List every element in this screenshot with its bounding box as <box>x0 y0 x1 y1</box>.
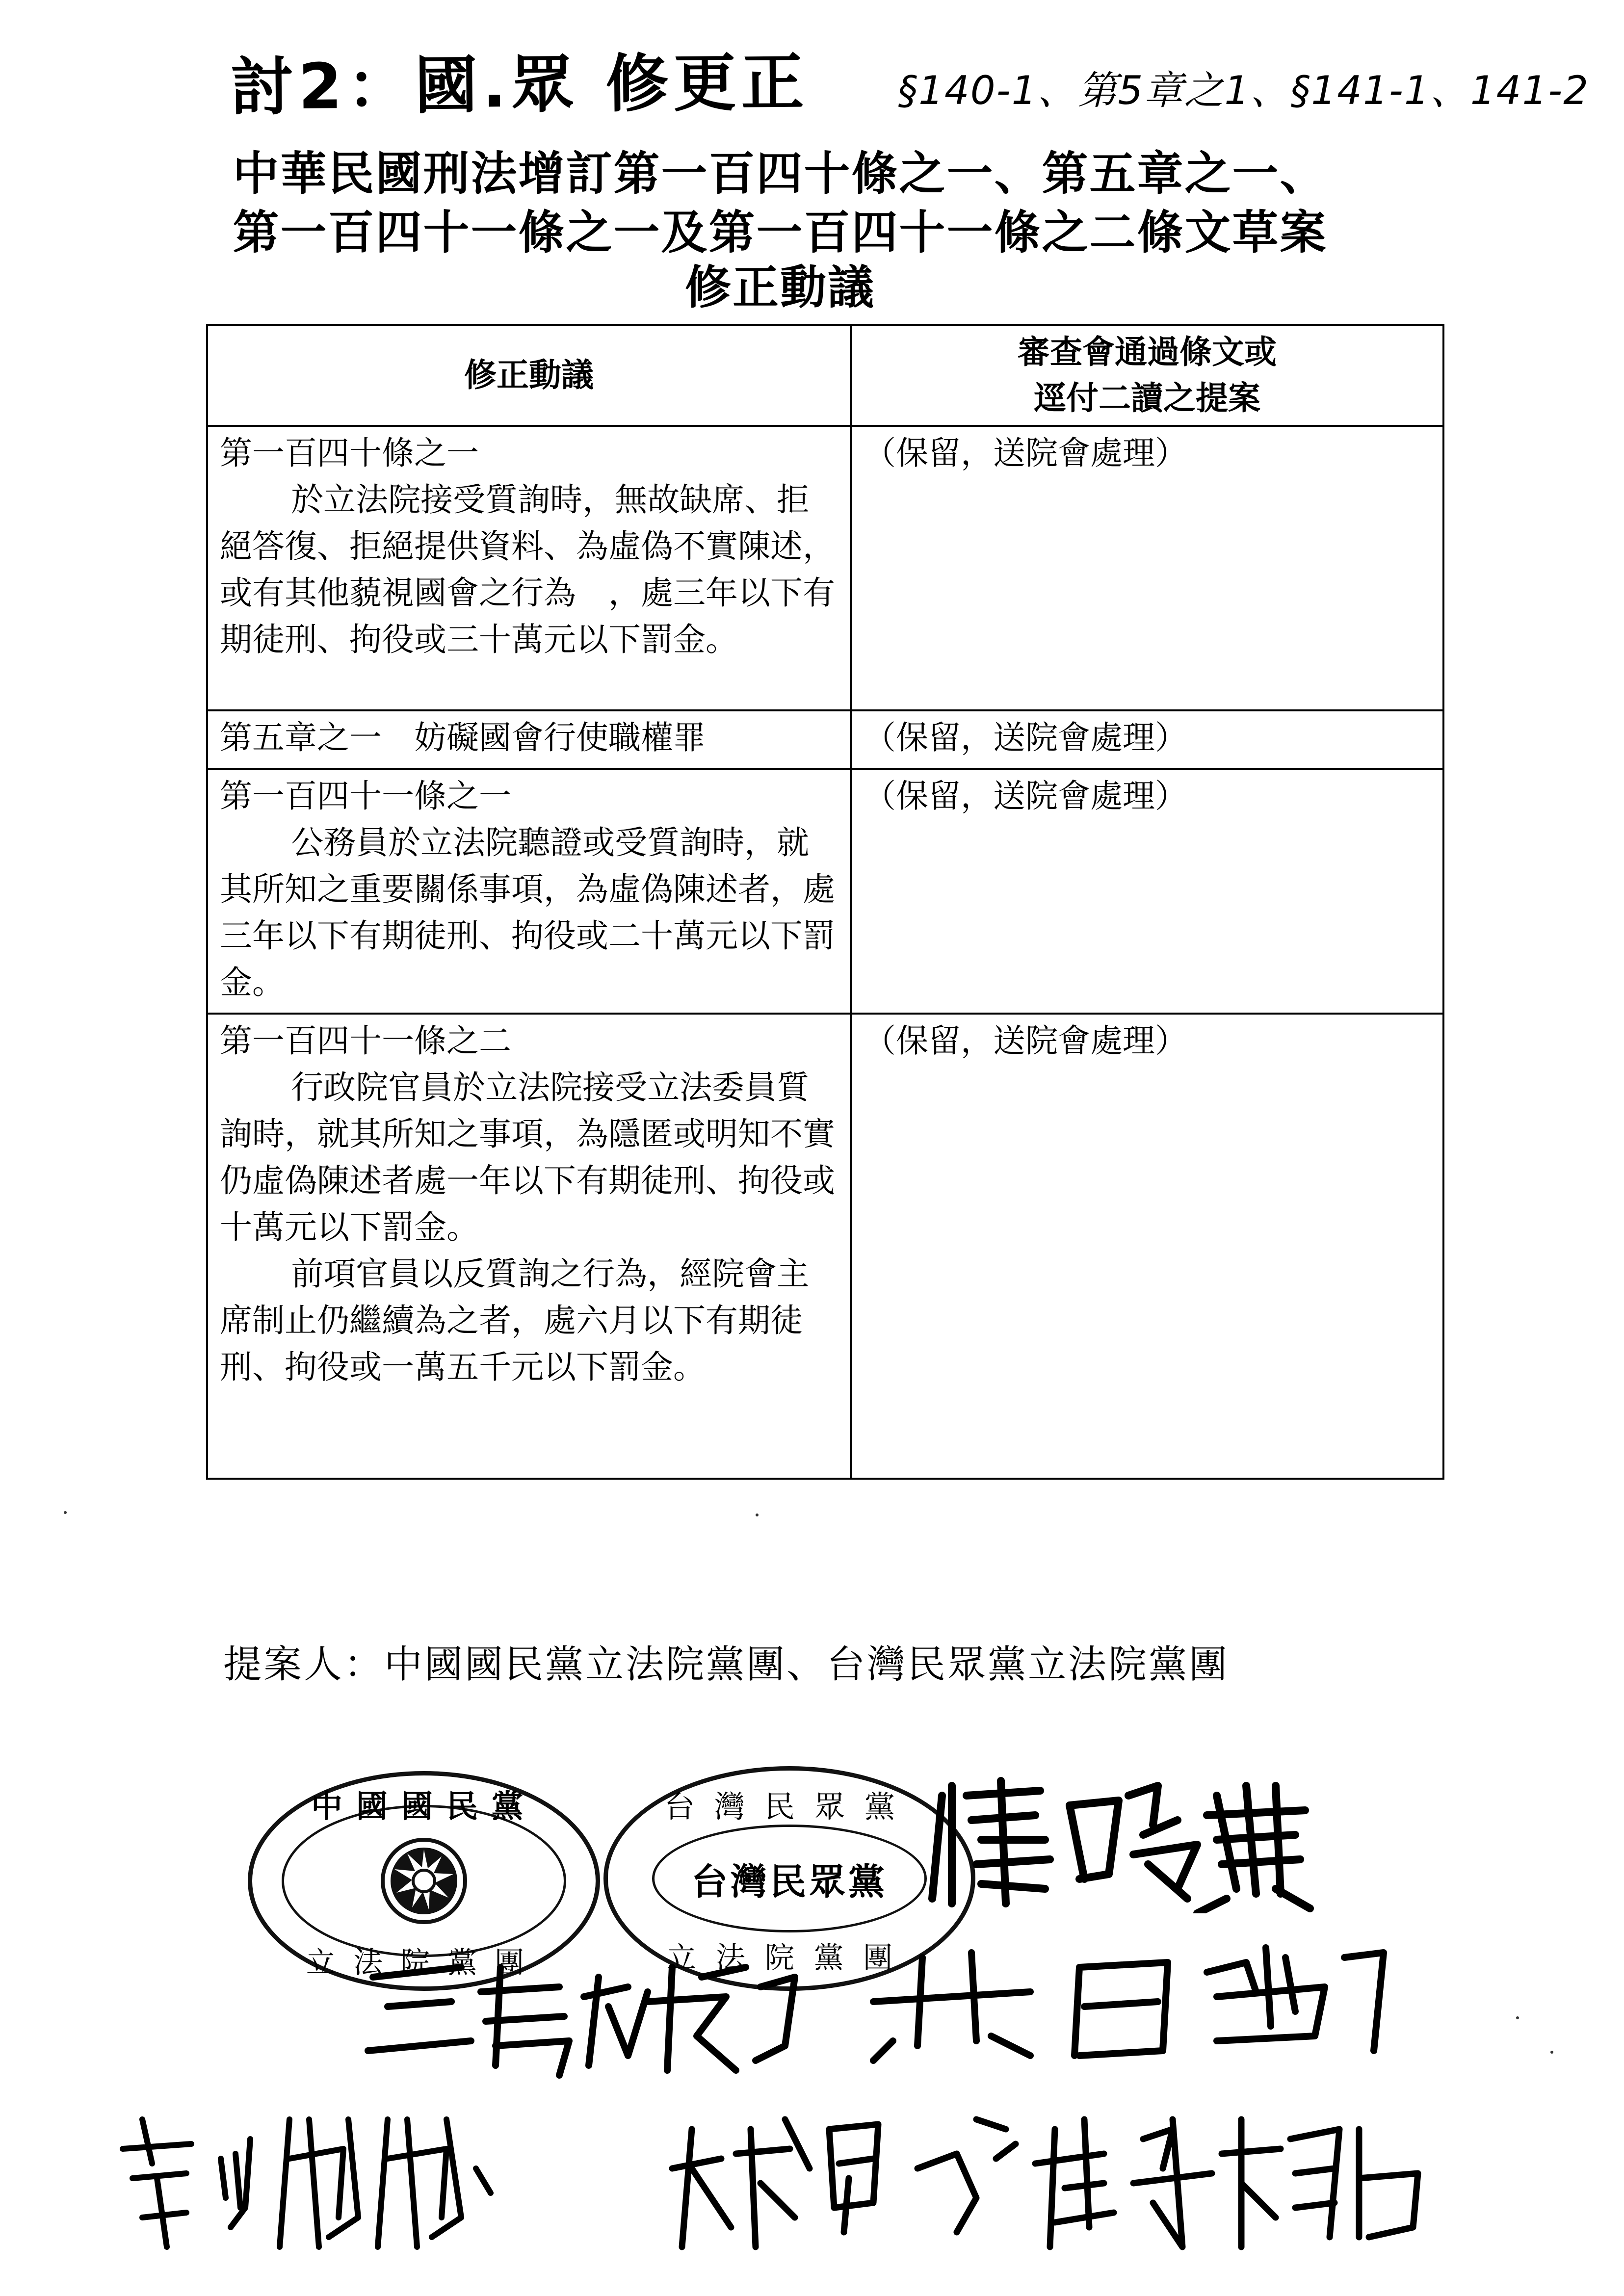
table-header-row <box>207 325 1443 426</box>
seal-top-text: 中國國民黨 <box>311 1788 537 1825</box>
handwritten-article-reference: §140-1、第5章之1、§141-1、141-2 <box>898 68 1590 113</box>
header-amendment-motion: 修正動議 <box>207 325 851 426</box>
status-text: （保留，送院會處理） <box>864 434 1187 472</box>
scan-speck <box>756 1513 759 1516</box>
seal-bottom-text: 立法院黨團 <box>667 1941 912 1975</box>
table-row <box>207 426 1443 710</box>
status-cell <box>851 426 1443 710</box>
motion-cell <box>207 769 851 1014</box>
seal-center-text: 台灣民眾黨 <box>691 1861 888 1903</box>
motion-cell <box>207 426 851 710</box>
article-paragraph: 公務員於立法院聽證或受質詢時，就其所知之重要關係事項，為虛偽陳述者，處三年以下有期徒刑、拘役或二十萬元以下罰金。 <box>220 824 835 1001</box>
header-committee-text <box>851 325 1443 426</box>
motion-cell <box>207 710 851 769</box>
amendment-motion-table <box>206 324 1444 1480</box>
header-committee-text-line-1: 審查會通過條文或 <box>1018 333 1277 371</box>
status-text: （保留，送院會處理） <box>864 719 1187 757</box>
article-paragraph: 於立法院接受質詢時，無故缺席、拒絕答復、拒絕提供資料、為虛偽不實陳述，或有其他藐視國會之行為 ，處三年以下有期徒刑、拘役或三十萬元以下罰金。 <box>220 481 835 658</box>
scan-speck <box>1550 2051 1553 2054</box>
chapter-heading: 第五章之一 妨礙國會行使職權罪 <box>220 719 706 757</box>
status-text: （保留，送院會處理） <box>864 1022 1187 1060</box>
header-committee-text-line-2: 逕付二讀之提案 <box>1034 379 1260 417</box>
document-title-line-1: 中華民國刑法增訂第一百四十條之一、第五章之一、 <box>233 147 1328 201</box>
signature-1 <box>922 1766 1325 1913</box>
table-row <box>207 1014 1443 1479</box>
article-heading: 第一百四十一條之二 <box>220 1022 511 1060</box>
article-paragraph: 前項官員以反質詢之行為，經院會主席制止仍繼續為之者，處六月以下有期徒刑、拘役或一萬五千元以下罰金。 <box>220 1255 810 1386</box>
motion-cell <box>207 1014 851 1479</box>
table-row <box>207 769 1443 1014</box>
seal-bottom-text: 立法院黨團 <box>306 1946 542 1980</box>
scan-speck <box>64 1511 67 1514</box>
handwritten-title-annotation: 討2：國.眾 修更正 <box>230 46 809 125</box>
document-title-line-2: 第一百四十一條之一及第一百四十一條之二條文草案 <box>233 206 1328 260</box>
status-cell <box>851 769 1443 1014</box>
table-row <box>207 710 1443 769</box>
seal-top-text: 台灣民眾黨 <box>664 1789 915 1825</box>
signature-4 <box>113 2100 496 2262</box>
signature-2 <box>353 1948 824 2085</box>
article-heading: 第一百四十一條之一 <box>220 777 511 815</box>
proposer-line: 提案人：中國國民黨立法院黨團、台灣民眾黨立法院黨團 <box>223 1643 1230 1687</box>
article-paragraph: 行政院官員於立法院接受立法委員質詢時，就其所知之事項，為隱匿或明知不實仍虛偽陳述者處一年以下有期徒刑、拘役或十萬元以下罰金。 <box>220 1069 835 1246</box>
document-title-line-3: 修正動議 <box>684 261 875 314</box>
scan-speck <box>1516 2016 1519 2019</box>
article-heading: 第一百四十條之一 <box>220 434 479 472</box>
status-cell <box>851 1014 1443 1479</box>
party-emblem-icon <box>380 1837 468 1925</box>
signature-3 <box>864 1938 1403 2065</box>
status-text: （保留，送院會處理） <box>864 777 1187 815</box>
signature-5 <box>662 2100 1457 2262</box>
status-cell <box>851 710 1443 769</box>
